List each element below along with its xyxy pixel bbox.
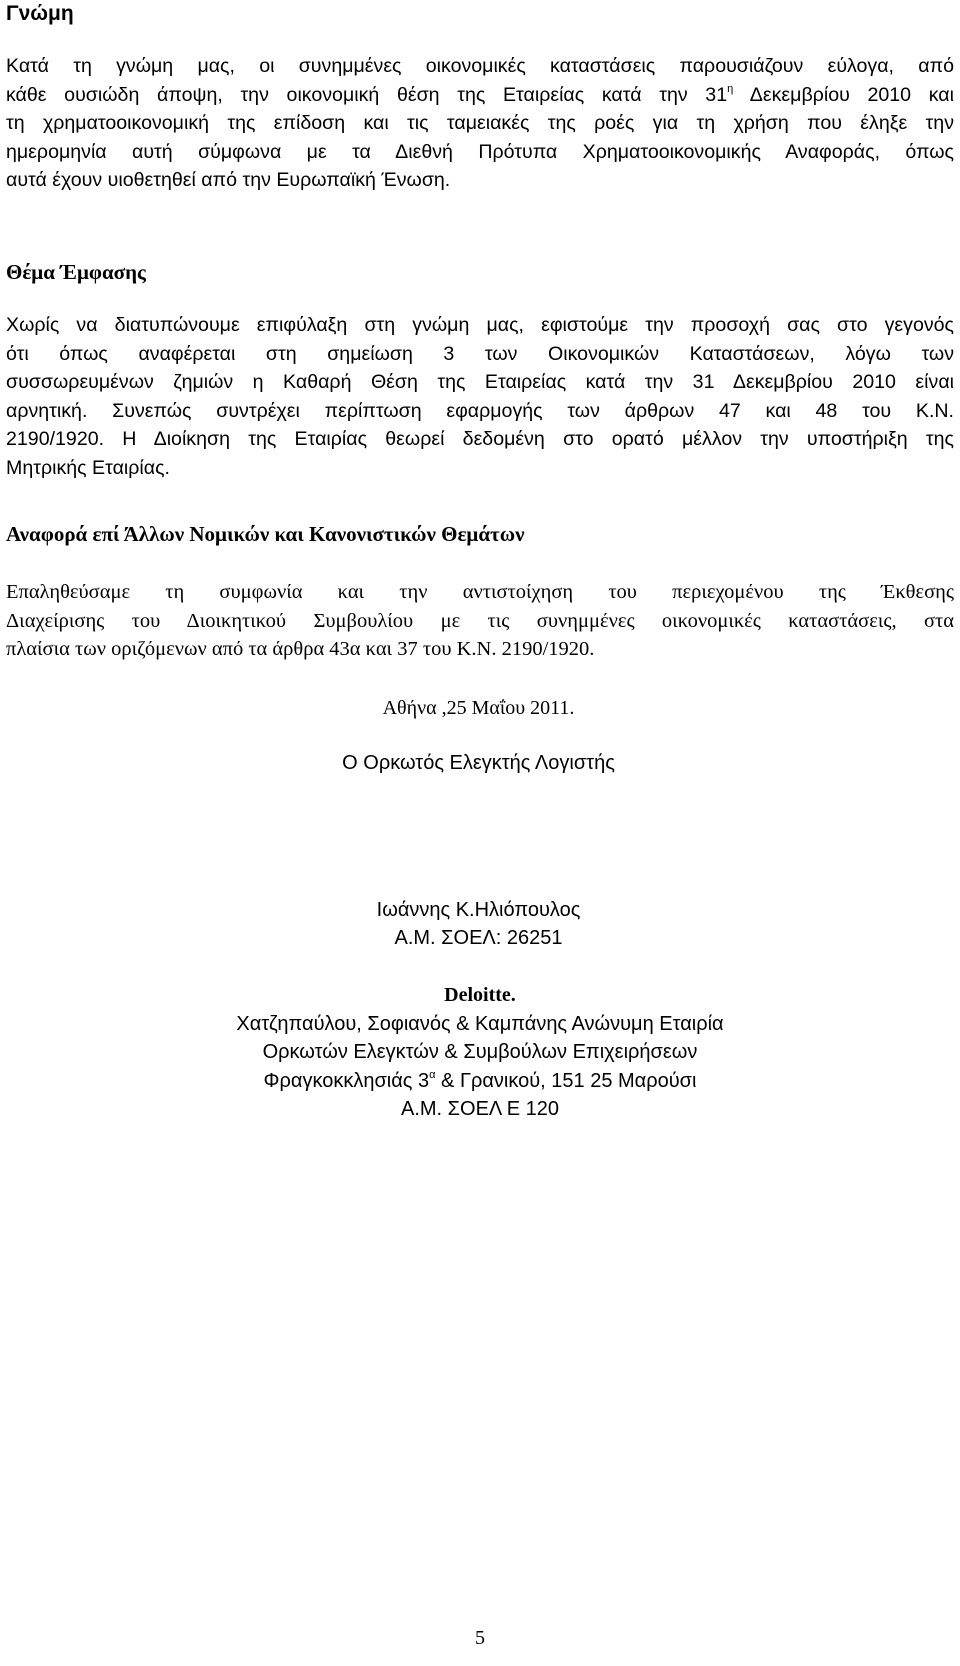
auditor-role: Ο Ορκωτός Ελεγκτής Λογιστής [342, 752, 615, 774]
firm-name-line: Χατζηπαύλου, Σοφιανός & Καμπάνης Ανώνυμη Εταιρία [236, 1012, 724, 1035]
address-rest: & Γρανικού, 151 25 Μαρούσι [435, 1069, 697, 1092]
emphasis-line: 2190/1920. Η Διοίκηση της Εταιρίας θεωρεί δεδομένη στο ορατό μέλλον την υποστήριξη της [6, 428, 954, 451]
superscript: α [429, 1068, 436, 1081]
opinion-line: αυτά έχουν υιοθετηθεί από την Ευρωπαϊκή Ένωση. [6, 169, 451, 192]
document-page [6, 0, 956, 1666]
opinion-line-text: κάθε ουσιώδη άποψη, την οικονομική θέση της Εταιρείας κατά την 31 [6, 83, 728, 106]
emphasis-line: Χωρίς να διατυπώνουμε επιφύλαξη στη γνώμη μας, εφιστούμε την προσοχή σας στο γεγονός [6, 314, 954, 336]
firm-address [6, 1067, 954, 1096]
section-title-opinion: Γνώμη [6, 2, 74, 25]
firm-block [6, 981, 954, 1124]
address-street: Φραγκοκκλησιάς 3 [263, 1069, 430, 1092]
section-title-emphasis: Θέμα Έμφασης [6, 260, 146, 284]
emphasis-line: συσσωρευμένων ζημιών η Καθαρή Θέση της Εταιρείας κατά την 31 Δεκεμβρίου 2010 είναι [6, 371, 954, 394]
opinion-line [6, 81, 954, 110]
emphasis-line: αρνητική. Συνεπώς συντρέχει περίπτωση εφαρμογής των άρθρων 47 και 48 του Κ.Ν. [6, 399, 954, 422]
place-date: Αθήνα ,25 Μαΐου 2011. [382, 697, 575, 719]
firm-registration: Α.Μ. ΣΟΕΛ Ε 120 [400, 1098, 559, 1121]
superscript: η [727, 82, 734, 95]
opinion-line: τη χρηματοοικονομική της επίδοση και τις ταμειακές της ροές για τη χρήση που έληξε την [6, 112, 954, 135]
opinion-paragraph [6, 52, 954, 195]
legal-line: πλαίσια των οριζόμενων από τα άρθρα 43α και 37 του Κ.Ν. 2190/1920. [6, 638, 595, 661]
auditor-name: Ιωάννης Κ.Ηλιόπουλος [376, 899, 581, 921]
opinion-line: ημερομηνία αυτή σύμφωνα με τα Διεθνή Πρότυπα Χρηματοοικονομικής Αναφοράς, όπως [6, 140, 954, 163]
emphasis-line: ότι όπως αναφέρεται στη σημείωση 3 των Οικονομικών Καταστάσεων, λόγω των [6, 342, 954, 365]
emphasis-line: Μητρικής Εταιρίας. [6, 456, 170, 479]
firm-brand: Deloitte. [444, 984, 516, 1006]
legal-paragraph [6, 578, 954, 664]
section-title-legal: Αναφορά επί Άλλων Νομικών και Κανονιστικών Θεμάτων [6, 522, 525, 546]
auditor-registration: Α.Μ. ΣΟΕΛ: 26251 [394, 927, 563, 949]
opinion-line-tail: Δεκεμβρίου 2010 και [733, 83, 954, 106]
legal-line: Διαχείρισης του Διοικητικού Συμβουλίου με τις συνημμένες οικονομικές καταστάσεις, στα [6, 609, 954, 632]
opinion-line: Κατά τη γνώμη μας, οι συνημμένες οικονομικές καταστάσεις παρουσιάζουν εύλογα, από [6, 55, 954, 77]
page-number: 5 [475, 1627, 485, 1649]
firm-name-line: Ορκωτών Ελεγκτών & Συμβούλων Επιχειρήσεων [262, 1041, 698, 1064]
emphasis-paragraph [6, 311, 954, 483]
legal-line: Επαληθεύσαμε τη συμφωνία και την αντιστοίχηση του περιεχομένου της Έκθεσης [6, 581, 954, 603]
